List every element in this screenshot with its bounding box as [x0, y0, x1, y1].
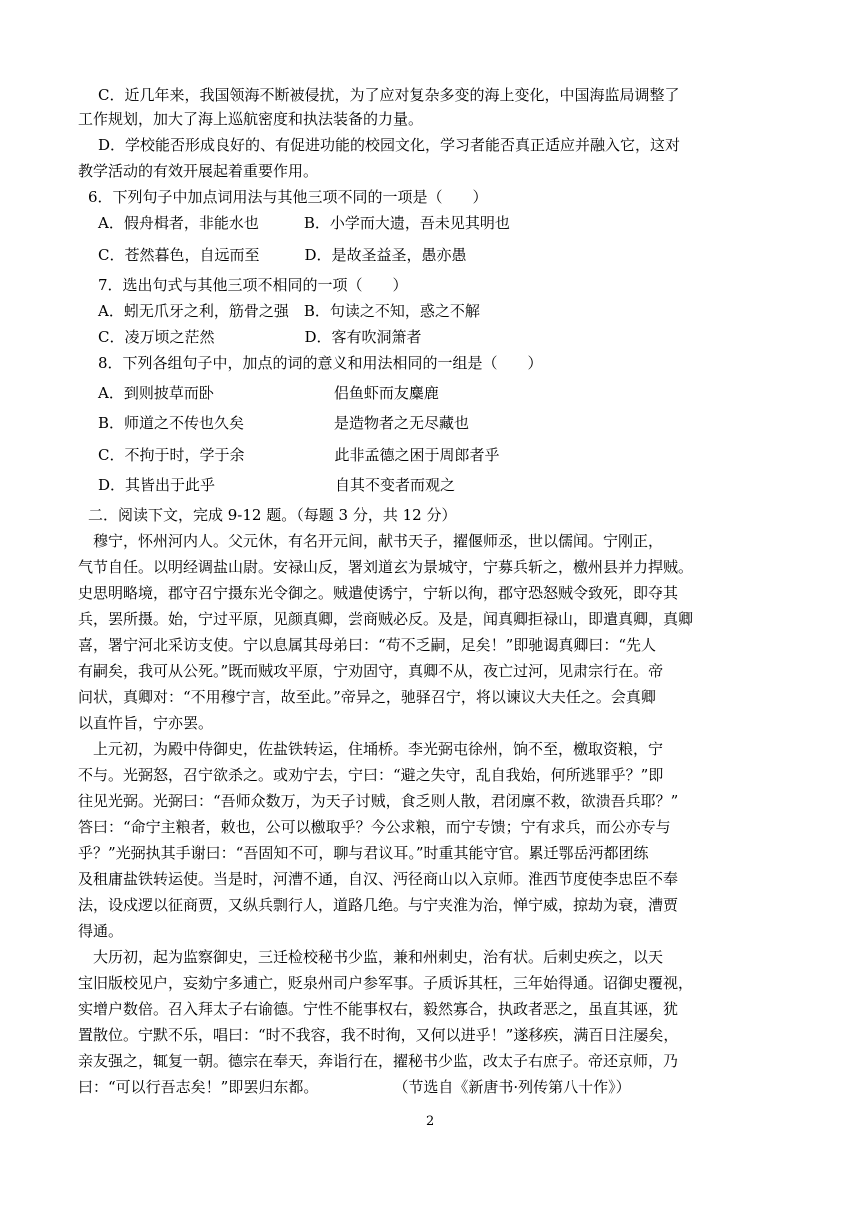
- text-line: C．苍然暮色，自远而至 D．是故圣益圣，愚亦愚: [98, 246, 467, 264]
- text-line: A．到则披草而卧 侣鱼虾而友麋鹿: [98, 384, 439, 402]
- text-line: 不与。光弼怒，召宁欲杀之。或劝宁去，宁曰：“避之失守，乱自我始，何所逃罪乎？”即: [78, 766, 664, 784]
- text-line: 8．下列各组句子中，加点的词的意义和用法相同的一组是（ ）: [98, 354, 543, 372]
- text-line: 答曰：“命宁主粮者，敕也，公可以檄取乎？今公求粮，而宁专馈；宁有求兵，而公亦专与: [78, 818, 671, 836]
- text-line: 6．下列句子中加点词用法与其他三项不同的一项是（ ）: [88, 188, 488, 206]
- text-line: 工作规划，加大了海上巡航密度和执法装备的力量。: [78, 110, 424, 128]
- text-line: 问状，真卿对：“不用穆宁言，故至此。”帝异之，驰驿召宁，将以谏议大夫任之。会真卿: [78, 688, 656, 706]
- text-line: 兵，罢所摄。始，宁过平原，见颜真卿，尝商贼必反。及是，闻真卿拒禄山，即遣真卿，真卿: [78, 610, 694, 628]
- text-line: 7．选出句式与其他三项不相同的一项（ ）: [98, 276, 408, 294]
- text-line: 史思明略境，郡守召宁摄东光令御之。贼遣使诱宁，宁斩以徇，郡守恐怒贼令致死，即夺其: [78, 584, 679, 602]
- text-line: 往见光弼。光弼曰：“吾师众数万，为天子讨贼，食乏则人散，君闭廪不救，欲溃吾兵耶？”: [78, 792, 679, 810]
- text-line: 置散位。宁默不乐，唱曰：“时不我容，我不时徇，又何以进乎！”遂移疾，满百日注屡矣，: [78, 1026, 679, 1044]
- text-line: A．蚓无爪牙之利，筋骨之强 B．句读之不知，惑之不解: [98, 302, 480, 320]
- page-number: 2: [426, 1114, 435, 1129]
- text-line: 实增户数倍。召入拜太子右谕德。宁性不能事权右，毅然寡合，执政者恶之，虽直其诬，犹: [78, 1000, 679, 1018]
- text-line: 二．阅读下文，完成 9-12 题。（每题 3 分，共 12 分）: [88, 506, 457, 524]
- text-line: 曰：“可以行吾志矣！”即罢归东都。 （节选自《新唐书·列传第八十作》）: [78, 1078, 631, 1096]
- text-line: D．其皆出于此乎 自其不变者而观之: [98, 476, 456, 494]
- text-line: D．学校能否形成良好的、有促进功能的校园文化，学习者能否真正适应并融入它，这对: [98, 136, 681, 154]
- text-line: 气节自任。以明经调盐山尉。安禄山反，署刘道玄为景城守，宁募兵斩之，檄州县并力捍贼。: [78, 558, 694, 576]
- text-line: A．假舟楫者，非能水也 B．小学而大遗，吾未见其明也: [98, 214, 510, 232]
- text-line: 教学活动的有效开展起着重要作用。: [78, 162, 319, 180]
- text-line: C．不拘于时，学于余 此非孟德之困于周郎者乎: [98, 446, 500, 464]
- text-line: 得通。: [78, 922, 124, 940]
- text-line: 乎？”光弼执其手谢曰：“吾固知不可，聊与君议耳。”时重其能守官。累迁鄂岳沔都团练: [78, 844, 649, 862]
- text-line: C．近几年来，我国领海不断被侵扰，为了应对复杂多变的海上变化，中国海监局调整了: [98, 86, 680, 104]
- text-line: 及租庸盐铁转运使。当是时，河漕不通，自汉、沔径商山以入京师。淮西节度使李忠臣不奉: [78, 870, 679, 888]
- text-line: B．师道之不传也久矣 是造物者之无尽藏也: [98, 414, 470, 432]
- text-line: 喜，署宁河北采访支使。宁以息属其母弟曰：“苟不乏嗣，足矣！”即驰谒真卿曰：“先人: [78, 636, 657, 654]
- text-line: 法，设戍逻以征商贾，又纵兵剽行人，道路几绝。与宁夹淮为治，惮宁威，掠劫为衰，漕贾: [78, 896, 679, 914]
- text-line: C．凌万顷之茫然 D．客有吹洞箫者: [98, 328, 422, 346]
- text-line: 亲友强之，辄复一朝。德宗在奉天，奔诣行在，擢秘书少监，改太子右庶子。帝还京师，乃: [78, 1052, 679, 1070]
- text-line: 有嗣矣，我可从公死。”既而贼攻平原，宁劝固守，真卿不从，夜亡过河，见肃宗行在。帝: [78, 662, 664, 680]
- text-line: 宝旧版校见户，妄劾宁多逋亡，贬泉州司户参军事。子质诉其枉，三年始得通。诏御史覆视，: [78, 974, 694, 992]
- text-line: 穆宁，怀州河内人。父元休，有名开元间，献书天子，擢偃师丞，世以儒闻。宁刚正，: [78, 532, 664, 550]
- text-line: 以直忤旨，宁亦罢。: [78, 714, 214, 732]
- text-line: 大历初，起为监察御史，三迁检校秘书少监，兼和州刺史，治有状。后刺史疾之，以天: [78, 948, 664, 966]
- text-line: 上元初，为殿中侍御史，佐盐铁转运，住埇桥。李光弼屯徐州，饷不至，檄取资粮，宁: [78, 740, 664, 758]
